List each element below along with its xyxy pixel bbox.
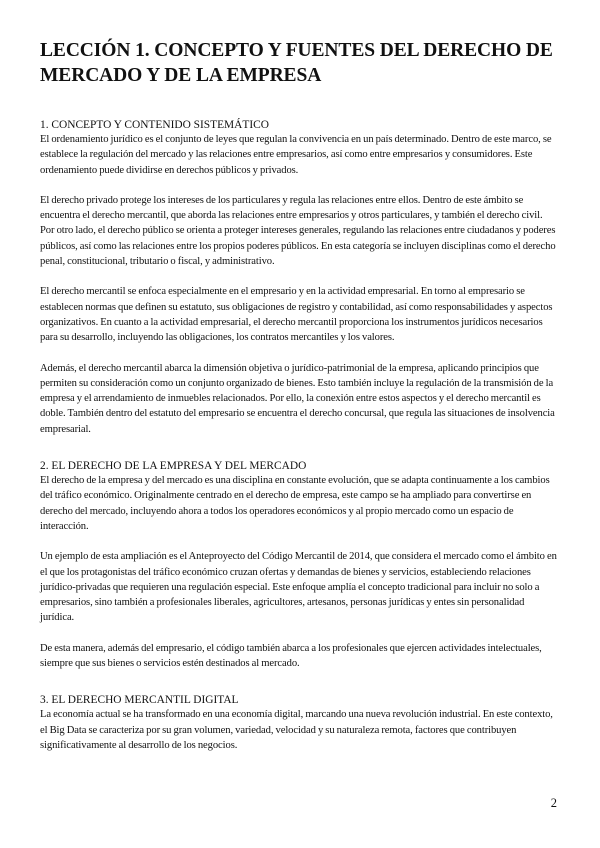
section-derecho-empresa-mercado bbox=[40, 459, 557, 671]
section-derecho-mercantil-digital bbox=[40, 693, 557, 753]
section-heading: 3. EL DERECHO MERCANTIL DIGITAL bbox=[40, 694, 239, 707]
paragraph: La economía actual se ha transformado en una economía digital, marcando una nueva revolución industrial. En este contexto, el Big Data se caracteriza por su gran volumen, variedad, velocidad y su naturaleza remota, factores que contribuyen significativamente al desarrollo de los negocios. bbox=[40, 709, 553, 751]
paragraph: De esta manera, además del empresario, el código también abarca a los profesionales que ejercen actividades intelectuales, siempre que sus bienes o servicios estén destinados al mercado. bbox=[40, 642, 542, 670]
page-number: 2 bbox=[550, 796, 557, 810]
lesson-title: LECCIÓN 1. CONCEPTO Y FUENTES DEL DERECHO DE MERCADO Y DE LA EMPRESA bbox=[40, 40, 553, 86]
paragraph: El derecho privado protege los intereses de los particulares y regula las relaciones entre ellos. Dentro de este ámbito se encuentra el derecho mercantil, que aborda las relaciones entre empresarios y otros particulares, y también el derecho civil. Por otro lado, el derecho público se orienta a proteger intereses generales, regulando las relaciones entre ciudadanos y poderes públicos, así como las relaciones entre los propios poderes públicos. En esta categoría se incluyen disciplinas como el derecho penal, constitucional, tributario o fiscal, y administrativo. bbox=[40, 194, 556, 268]
section-heading: 2. EL DERECHO DE LA EMPRESA Y DEL MERCADO bbox=[40, 460, 307, 473]
paragraph: El ordenamiento jurídico es el conjunto de leyes que regulan la convivencia en un país determinado. Dentro de este marco, se establece la regulación del mercado y las relaciones entre empresarios, así como entre empresarios y consumidores. Este ordenamiento puede dividirse en derechos públicos y privados. bbox=[40, 134, 552, 176]
paragraph: El derecho mercantil se enfoca especialmente en el empresario y en la actividad empresarial. En torno al empresario se establecen normas que definen su estatuto, sus obligaciones de registro y contabilidad, así como responsabilidades y aspectos organizativos. En cuanto a la actividad empresarial, el derecho mercantil proporciona los instrumentos jurídicos necesarios para su desarrollo, incluyendo las obligaciones, los contratos mercantiles y los valores. bbox=[40, 286, 553, 344]
section-heading: 1. CONCEPTO Y CONTENIDO SISTEMÁTICO bbox=[40, 119, 269, 131]
paragraph: El derecho de la empresa y del mercado es una disciplina en constante evolución, que se adapta continuamente a los cambios del tráfico económico. Originalmente centrado en el derecho de empresa, este campo se ha ampliado para convertirse en derecho del mercado, incluyendo ahora a todos los operadores económicos y al propio mercado como un espacio de interacción. bbox=[40, 475, 550, 532]
paragraph: Además, el derecho mercantil abarca la dimensión objetiva o jurídico-patrimonial de la empresa, aplicando principios que permiten su consideración como un conjunto organizado de bienes. Esto también incluye la regulación de la transmisión de la empresa y el arrendamiento de inmuebles relacionados. Por ello, la conexión entre estos aspectos y el derecho mercantil es doble. También dentro del estatuto del empresario se encuentra el derecho concursal, que regula las situaciones de insolvencia empresarial. bbox=[40, 362, 555, 435]
paragraph: Un ejemplo de esta ampliación es el Anteproyecto del Código Mercantil de 2014, que considera el mercado como el ámbito en el que los protagonistas del tráfico económico cruzan ofertas y demandas de bienes y servicios, estableciendo relaciones jurídico-privadas que requieren una regulación especial. Este enfoque amplía el concepto tradicional para incluir no solo a empresarios, sino también a profesionales liberales, agricultores, artesanos, personas jurídicas y entes sin personalidad jurídica. bbox=[40, 551, 557, 624]
section-concepto bbox=[40, 118, 557, 437]
document-page bbox=[40, 38, 557, 753]
